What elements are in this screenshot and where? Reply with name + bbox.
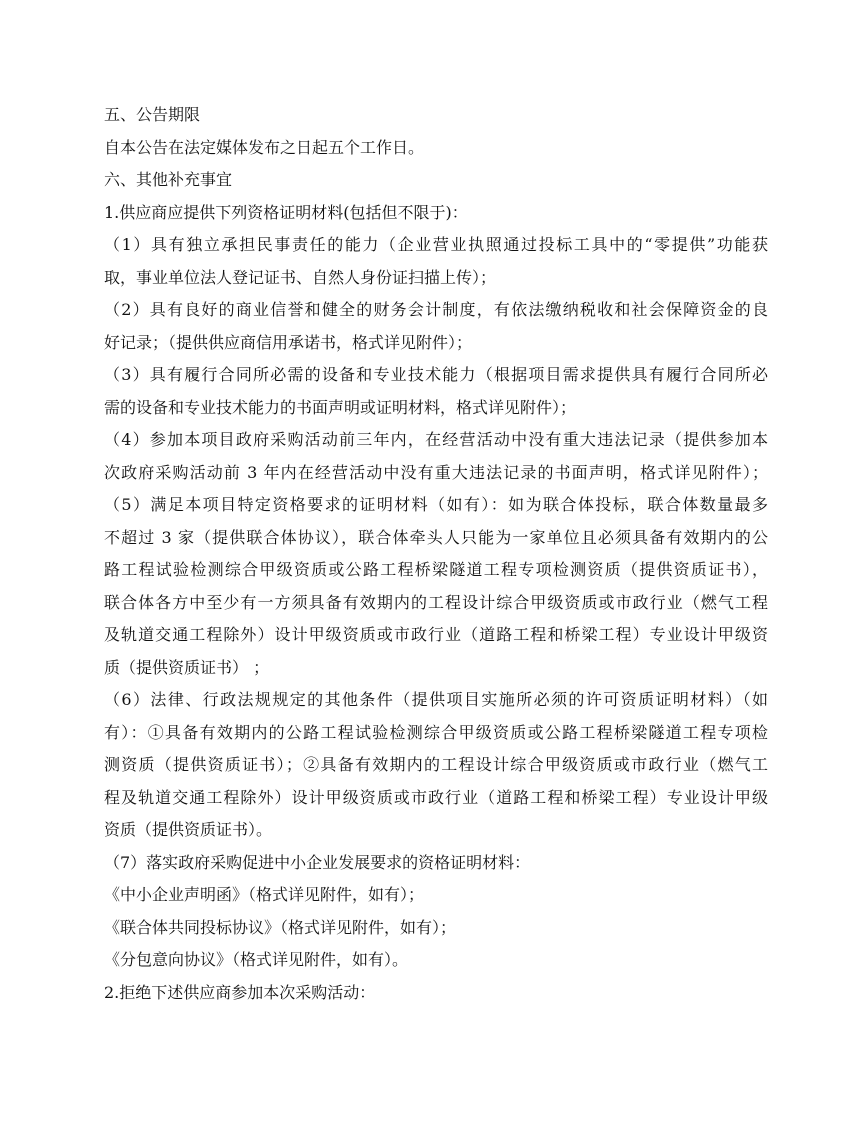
paragraph-line: 《分包意向协议》（格式详见附件，如有）。 bbox=[104, 950, 409, 969]
paragraph-line: 《联合体共同投标协议》（格式详见附件，如有）； bbox=[104, 917, 457, 937]
paragraph-line: 资质（提供资质证书）。 bbox=[104, 820, 273, 839]
paragraph-line: 次政府采购活动前 3 年内在经营活动中没有重大违法记录的书面声明，格式详见附件）； bbox=[104, 462, 768, 482]
paragraph-line: 有）：①具备有效期内的公路工程试验检测综合甲级资质或公路工程桥梁隧道工程专项检 bbox=[104, 722, 768, 742]
paragraph-line: 不超过 3 家（提供联合体协议），联合体牵头人只能为一家单位且必须具备有效期内的公 bbox=[104, 527, 768, 547]
paragraph-line: 好记录；（提供供应商信用承诺书，格式详见附件）； bbox=[104, 332, 473, 352]
paragraph-line: （5）满足本项目特定资格要求的证明材料（如有）：如为联合体投标，联合体数量最多 bbox=[104, 495, 768, 514]
paragraph-line: 需的设备和专业技术能力的书面声明或证明材料，格式详见附件）； bbox=[104, 397, 577, 417]
paragraph-line: （6）法律、行政法规规定的其他条件（提供项目实施所必须的许可资质证明材料）（如 bbox=[104, 690, 768, 709]
paragraph-line: 联合体各方中至少有一方须具备有效期内的工程设计综合甲级资质或市政行业（燃气工程 bbox=[104, 592, 768, 612]
section-heading-announcement-period: 五、公告期限 bbox=[104, 105, 201, 124]
paragraph-line: （1）具有独立承担民事责任的能力（企业营业执照通过投标工具中的“零提供”功能获 bbox=[104, 235, 768, 254]
paragraph-line: 自本公告在法定媒体发布之日起五个工作日。 bbox=[104, 137, 425, 157]
paragraph-line: 《中小企业声明函》（格式详见附件，如有）； bbox=[104, 885, 425, 904]
document-body bbox=[104, 99, 768, 1009]
paragraph-line: 取，事业单位法人登记证书、自然人身份证扫描上传）； bbox=[104, 267, 497, 287]
paragraph-line: （7）落实政府采购促进中小企业发展要求的资格证明材料： bbox=[104, 852, 531, 872]
paragraph-line: （2）具有良好的商业信誉和健全的财务会计制度，有依法缴纳税收和社会保障资金的良 bbox=[104, 300, 768, 319]
paragraph-line: 测资质（提供资质证书）；②具备有效期内的工程设计综合甲级资质或市政行业（燃气工 bbox=[104, 755, 768, 774]
paragraph-line: （3）具有履行合同所必需的设备和专业技术能力（根据项目需求提供具有履行合同所必 bbox=[104, 365, 768, 384]
paragraph-line: 程及轨道交通工程除外）设计甲级资质或市政行业（道路工程和桥梁工程）专业设计甲级 bbox=[104, 787, 768, 807]
paragraph-line: 1.供应商应提供下列资格证明材料(包括但不限于)： bbox=[104, 202, 468, 222]
paragraph-line: 路工程试验检测综合甲级资质或公路工程桥梁隧道工程专项检测资质（提供资质证书）， bbox=[104, 560, 768, 579]
paragraph-line: 2.拒绝下述供应商参加本次采购活动： bbox=[104, 982, 376, 1002]
paragraph-line: （4）参加本项目政府采购活动前三年内，在经营活动中没有重大违法记录（提供参加本 bbox=[104, 430, 768, 449]
paragraph-line: 质（提供资质证书） ； bbox=[104, 657, 270, 677]
section-heading-other-matters: 六、其他补充事宜 bbox=[104, 170, 233, 189]
paragraph-line: 及轨道交通工程除外）设计甲级资质或市政行业（道路工程和桥梁工程）专业设计甲级资 bbox=[104, 625, 768, 644]
